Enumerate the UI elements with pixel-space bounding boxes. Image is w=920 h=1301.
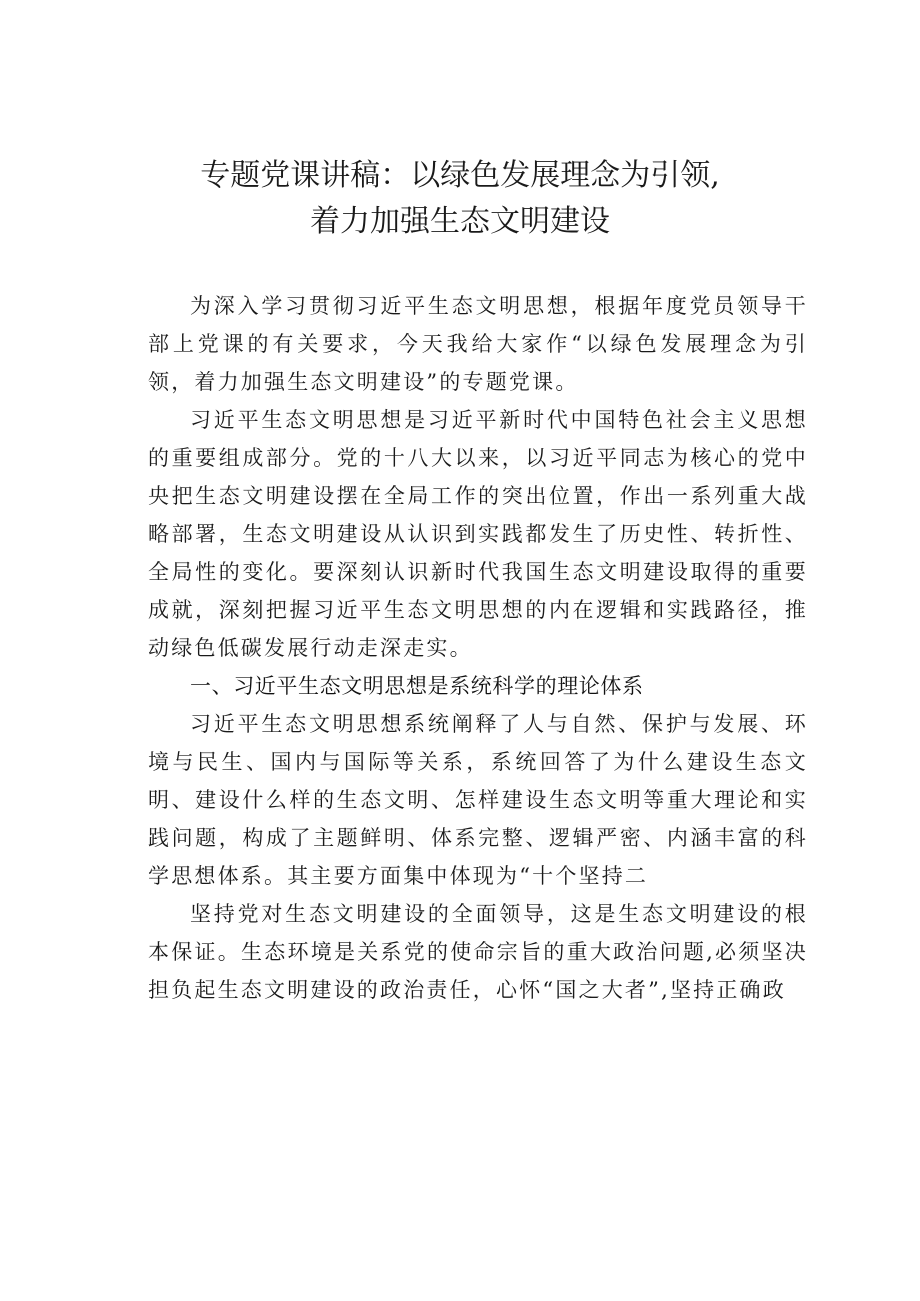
- paragraph-intro: 为深入学习贯彻习近平生态文明思想，根据年度党员领导干部上党课的有关要求，今天我给大家作“以绿色发展理念为引领，着力加强生态文明建设”的专题党课。: [148, 294, 808, 394]
- document-title: [120, 153, 800, 245]
- paragraph-section-1: 习近平生态文明思想系统阐释了人与自然、保护与发展、环境与民生、国内与国际等关系，系统回答了为什么建设生态文明、建设什么样的生态文明、怎样建设生态文明等重大理论和实践问题，构成了主题鲜明、体系完整、逻辑严密、内涵丰富的科学思想体系。其主要方面集中体现为“十个坚持二: [148, 712, 808, 888]
- paragraph-overview: 习近平生态文明思想是习近平新时代中国特色社会主义思想的重要组成部分。党的十八大以来，以习近平同志为核心的党中央把生态文明建设摆在全局工作的突出位置，作出一系列重大战略部署，生态文明建设从认识到实践都发生了历史性、转折性、全局性的变化。要深刻认识新时代我国生态文明建设取得的重要成就，深刻把握习近平生态文明思想的内在逻辑和实践路径，推动绿色低碳发展行动走深走实。: [148, 408, 808, 660]
- title-line-1: 专题党课讲稿：以绿色发展理念为引领,: [200, 158, 720, 193]
- document-body: [148, 287, 808, 1009]
- paragraph-party-leadership: 坚持党对生态文明建设的全面领导，这是生态文明建设的根本保证。生态环境是关系党的使命宗旨的重大政治问题,必须坚决担负起生态文明建设的政治责任，心怀“国之大者”,坚持正确政: [148, 902, 808, 1002]
- section-heading-1: 一、习近平生态文明思想是系统科学的理论体系: [190, 674, 644, 698]
- title-line-2: 着力加强生态文明建设: [310, 204, 610, 239]
